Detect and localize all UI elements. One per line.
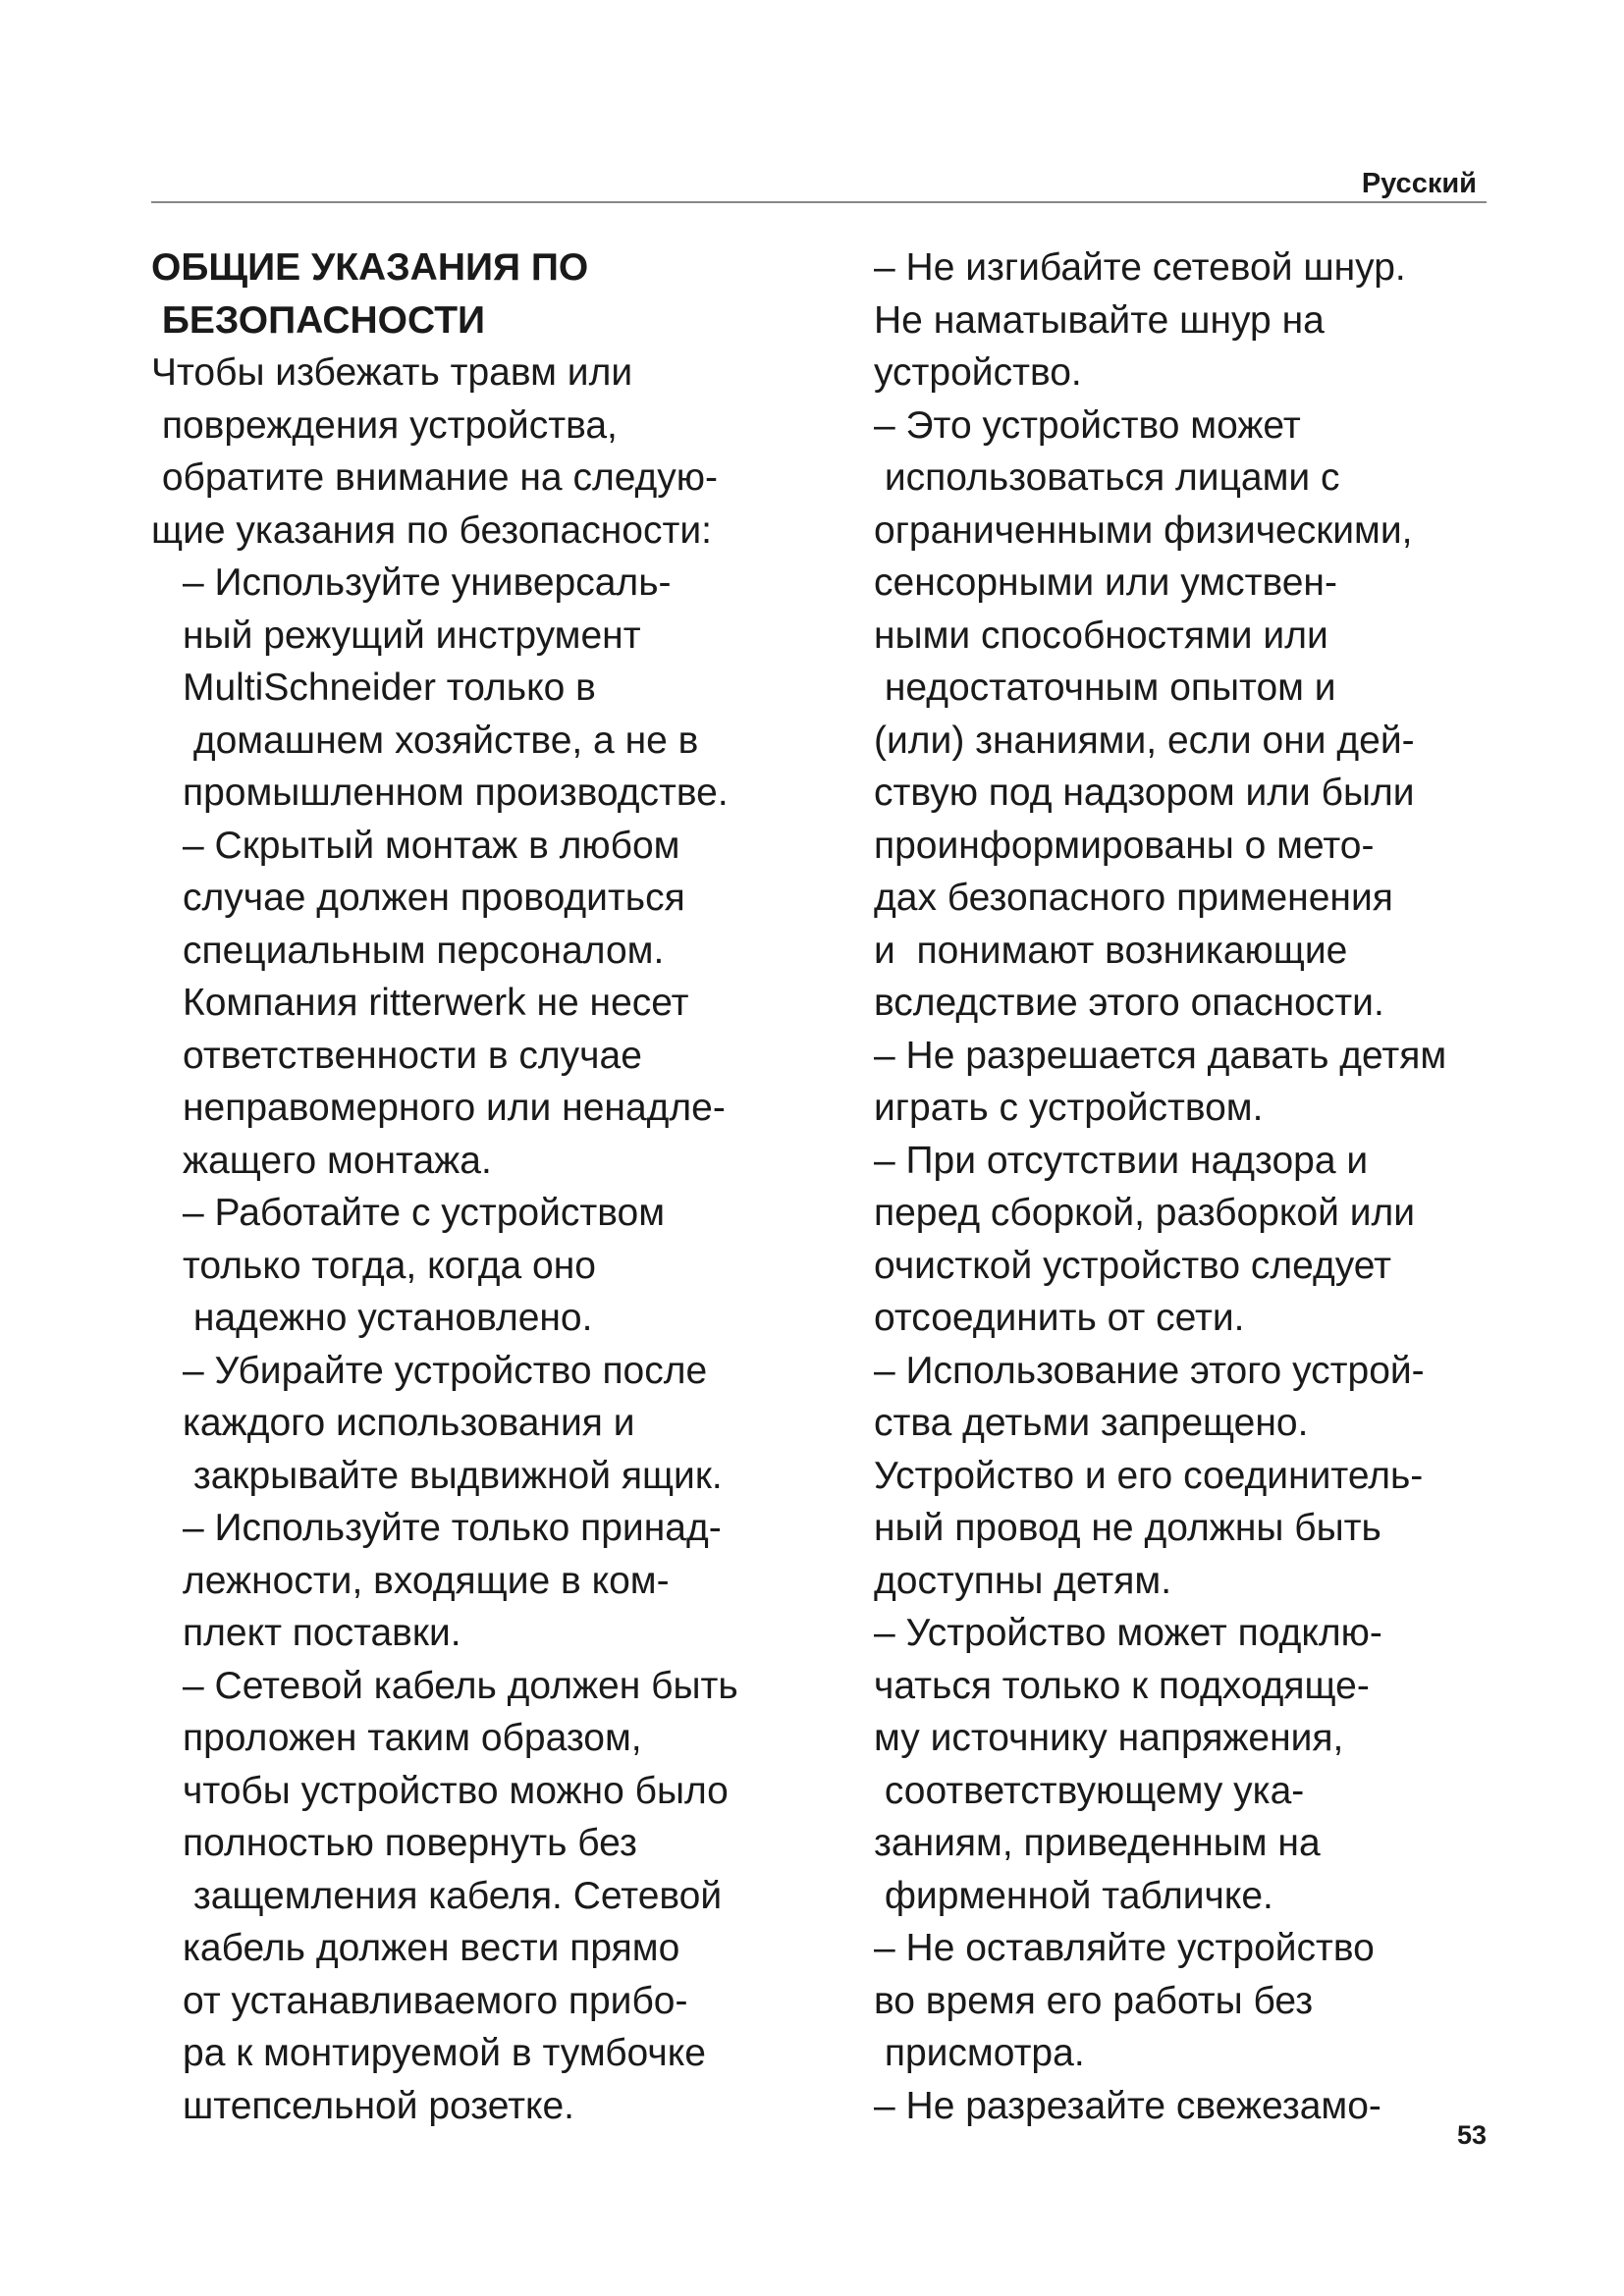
bullet-line: – Используйте только принад- xyxy=(183,1507,722,1549)
text-line: – При отсутствии надзора и xyxy=(874,1139,1369,1182)
bullet-line: штепсельной розетке. xyxy=(183,2084,575,2127)
intro-line: щие указания по безопасности: xyxy=(151,508,712,552)
bullet-line: Компания ritterwerk не несет xyxy=(183,982,689,1024)
bullet-line: закрывайте выдвижной ящик. xyxy=(183,1454,723,1497)
safety-bullet xyxy=(183,1660,839,2133)
safety-bullet xyxy=(183,1502,839,1660)
bullet-line: – Убирайте устройство после xyxy=(183,1349,708,1392)
bullet-line: специальным персоналом. xyxy=(183,929,665,972)
text-line: использоваться лицами с xyxy=(874,456,1340,499)
bullet-line: неправомерного или ненадле- xyxy=(183,1087,726,1129)
safety-bullet xyxy=(183,557,839,820)
bullet-line: лежности, входящие в ком- xyxy=(183,1559,670,1602)
text-line: му источнику напряжения, xyxy=(874,1717,1344,1759)
bullet-line: – Используйте универсаль- xyxy=(183,561,672,604)
text-line: – Не изгибайте сетевой шнур. xyxy=(874,246,1406,289)
text-line: ный провод не должны быть xyxy=(874,1507,1381,1549)
bullet-line: – Работайте с устройством xyxy=(183,1192,666,1234)
intro-line: обратите внимание на следую- xyxy=(151,456,719,499)
text-line: ограниченными физическими, xyxy=(874,508,1413,552)
text-line: и понимают возникающие xyxy=(874,929,1348,972)
text-line: сенсорными или умствен- xyxy=(874,561,1337,604)
right-column xyxy=(874,241,1542,2132)
text-line: Устройство и его соединитель- xyxy=(874,1454,1424,1497)
bullet-line: только тогда, когда оно xyxy=(183,1244,596,1287)
bullet-line: – Сетевой кабель должен быть xyxy=(183,1664,738,1707)
text-line: – Это устройство может xyxy=(874,403,1301,447)
heading-line: БЕЗОПАСНОСТИ xyxy=(151,298,486,342)
bullet-line: кабель должен вести прямо xyxy=(183,1927,680,1969)
text-line: чаться только к подходяще- xyxy=(874,1664,1370,1707)
heading-line: ОБЩИЕ УКАЗАНИЯ ПО xyxy=(151,246,589,289)
page-number: 53 xyxy=(1456,2120,1487,2150)
text-line: ства детьми запрещено. xyxy=(874,1402,1309,1444)
text-line: заниям, приведенным на xyxy=(874,1822,1321,1864)
text-line: играть с устройством. xyxy=(874,1087,1264,1129)
text-line: проинформированы о мето- xyxy=(874,824,1375,867)
text-line: перед сборкой, разборкой или xyxy=(874,1192,1416,1234)
text-line: (или) знаниями, если они дей- xyxy=(874,719,1415,762)
bullet-line: MultiSchneider только в xyxy=(183,667,596,709)
bullet-line: чтобы устройство можно было xyxy=(183,1769,729,1812)
text-line: вследствие этого опасности. xyxy=(874,982,1384,1024)
bullet-line: плект поставки. xyxy=(183,1612,461,1654)
text-line: – Устройство может подклю- xyxy=(874,1612,1382,1654)
bullet-line: домашнем хозяйстве, а не в xyxy=(183,719,699,762)
text-line: фирменной табличке. xyxy=(874,1874,1273,1917)
text-line: Не наматывайте шнур на xyxy=(874,298,1325,342)
language-label: Русский xyxy=(1361,168,1477,199)
intro-paragraph xyxy=(151,347,839,557)
text-line: очисткой устройство следует xyxy=(874,1244,1392,1287)
bullet-line: от устанавливаемого прибо- xyxy=(183,1979,688,2022)
text-line: – Использование этого устрой- xyxy=(874,1349,1425,1392)
text-line: недостаточным опытом и xyxy=(874,667,1336,709)
left-column xyxy=(151,241,839,2132)
safety-bullet xyxy=(183,1345,839,1503)
intro-line: повреждения устройства, xyxy=(151,403,618,447)
bullet-line: – Скрытый монтаж в любом xyxy=(183,824,680,867)
text-line: отсоединить от сети. xyxy=(874,1297,1245,1339)
bullet-line: ный режущий инструмент xyxy=(183,614,641,657)
header-divider xyxy=(151,201,1487,203)
text-line: – Не оставляйте устройство xyxy=(874,1927,1375,1969)
text-line: ными способностями или xyxy=(874,614,1328,657)
bullet-line: ра к монтируемой в тумбочке xyxy=(183,2032,706,2074)
text-line: – Не разрешается давать детям xyxy=(874,1034,1447,1077)
text-line: соответствующему ука- xyxy=(874,1769,1305,1812)
bullet-line: полностью повернуть без xyxy=(183,1822,637,1864)
text-line: – Не разрезайте свежезамо- xyxy=(874,2084,1381,2127)
safety-bullet-list xyxy=(151,557,839,2132)
bullet-line: ответственности в случае xyxy=(183,1034,642,1077)
safety-bullet xyxy=(183,820,839,1188)
text-line: дах безопасного применения xyxy=(874,877,1393,919)
bullet-line: каждого использования и xyxy=(183,1402,635,1444)
text-line: присмотра. xyxy=(874,2032,1085,2074)
text-line: ствую под надзором или были xyxy=(874,772,1415,814)
intro-line: Чтобы избежать травм или xyxy=(151,351,633,394)
bullet-line: проложен таким образом, xyxy=(183,1717,642,1759)
section-heading xyxy=(151,241,839,347)
bullet-line: жащего монтажа. xyxy=(183,1139,492,1182)
safety-bullet xyxy=(183,1187,839,1345)
text-line: доступны детям. xyxy=(874,1559,1172,1602)
bullet-line: промышленном производстве. xyxy=(183,772,729,814)
bullet-line: надежно установлено. xyxy=(183,1297,593,1339)
text-line: устройство. xyxy=(874,351,1082,394)
bullet-line: случае должен проводиться xyxy=(183,877,685,919)
text-line: во время его работы без xyxy=(874,1979,1314,2022)
bullet-line: защемления кабеля. Сетевой xyxy=(183,1874,723,1917)
